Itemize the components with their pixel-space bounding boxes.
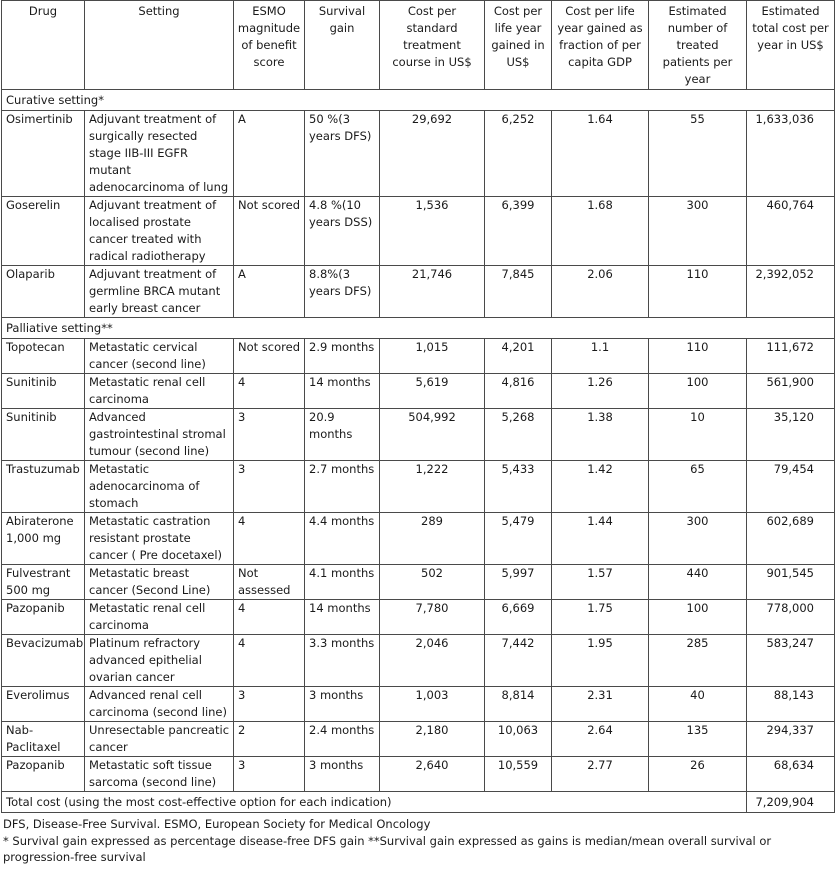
table-row (2, 339, 835, 374)
gdp-fraction-cell: 1.57 (552, 565, 649, 600)
table-row (2, 266, 835, 318)
total-cost-cell: 88,143 (747, 687, 835, 722)
patients-cell: 135 (649, 722, 747, 757)
survival-gain-cell: 50 %(3 years DFS) (305, 111, 380, 197)
esmo-score-cell: 3 (234, 409, 305, 461)
drug-cell: Bevacizumab (2, 635, 85, 687)
cost-per-lyg-cell: 5,997 (485, 565, 552, 600)
column-header: Cost per standard treatment course in US$ (380, 1, 485, 90)
table-row (2, 111, 835, 197)
setting-cell: Metastatic renal cell carcinoma (85, 374, 234, 409)
patients-cell: 65 (649, 461, 747, 513)
table-row (2, 409, 835, 461)
drug-cell: Fulvestrant 500 mg (2, 565, 85, 600)
gdp-fraction-cell: 1.44 (552, 513, 649, 565)
cost-per-lyg-cell: 5,268 (485, 409, 552, 461)
course-cost-cell: 21,746 (380, 266, 485, 318)
setting-cell: Metastatic soft tissue sarcoma (second line) (85, 757, 234, 792)
course-cost-cell: 1,536 (380, 197, 485, 266)
table-row (2, 374, 835, 409)
setting-cell: Advanced gastrointestinal stromal tumour (second line) (85, 409, 234, 461)
patients-cell: 300 (649, 513, 747, 565)
survival-gain-cell: 2.7 months (305, 461, 380, 513)
setting-cell: Metastatic renal cell carcinoma (85, 600, 234, 635)
table-row (2, 687, 835, 722)
setting-cell: Advanced renal cell carcinoma (second line) (85, 687, 234, 722)
survival-gain-cell: 20.9 months (305, 409, 380, 461)
course-cost-cell: 1,015 (380, 339, 485, 374)
table-row (2, 722, 835, 757)
table-body (2, 90, 835, 813)
total-cost-cell: 68,634 (747, 757, 835, 792)
drug-cell: Pazopanib (2, 757, 85, 792)
patients-cell: 110 (649, 266, 747, 318)
cost-per-lyg-cell: 6,252 (485, 111, 552, 197)
survival-gain-cell: 4.8 %(10 years DSS) (305, 197, 380, 266)
course-cost-cell: 502 (380, 565, 485, 600)
drug-cell: Everolimus (2, 687, 85, 722)
setting-cell: Adjuvant treatment of localised prostate cancer treated with radical radiotherapy (85, 197, 234, 266)
column-header: Estimated total cost per year in US$ (747, 1, 835, 90)
total-value: 7,209,904 (747, 792, 835, 813)
esmo-score-cell: 3 (234, 687, 305, 722)
course-cost-cell: 1,222 (380, 461, 485, 513)
drug-cell: Sunitinib (2, 374, 85, 409)
column-header: Estimated number of treated patients per year (649, 1, 747, 90)
cost-per-lyg-cell: 5,479 (485, 513, 552, 565)
footnotes (1, 813, 835, 866)
survival-gain-cell: 14 months (305, 374, 380, 409)
gdp-fraction-cell: 1.95 (552, 635, 649, 687)
total-cost-cell: 35,120 (747, 409, 835, 461)
total-cost-cell: 602,689 (747, 513, 835, 565)
gdp-fraction-cell: 2.31 (552, 687, 649, 722)
survival-gain-cell: 3.3 months (305, 635, 380, 687)
drug-cell: Topotecan (2, 339, 85, 374)
column-header: ESMO magnitude of benefit score (234, 1, 305, 90)
column-header: Survival gain (305, 1, 380, 90)
course-cost-cell: 5,619 (380, 374, 485, 409)
gdp-fraction-cell: 1.38 (552, 409, 649, 461)
footnote-survival-gain: * Survival gain expressed as percentage disease-free DFS gain **Survival gain expressed as gains is median/mean overall survival or progression-free survival (3, 833, 772, 864)
table-row (2, 600, 835, 635)
column-header: Drug (2, 1, 85, 90)
esmo-score-cell: 4 (234, 374, 305, 409)
patients-cell: 100 (649, 374, 747, 409)
table-row (2, 513, 835, 565)
total-cost-cell: 1,633,036 (747, 111, 835, 197)
total-cost-cell: 111,672 (747, 339, 835, 374)
section-row (2, 318, 835, 339)
patients-cell: 26 (649, 757, 747, 792)
drug-cell: Osimertinib (2, 111, 85, 197)
drug-cell: Trastuzumab (2, 461, 85, 513)
patients-cell: 440 (649, 565, 747, 600)
cost-table (1, 0, 835, 813)
setting-cell: Adjuvant treatment of germline BRCA mutant early breast cancer (85, 266, 234, 318)
total-cost-cell: 778,000 (747, 600, 835, 635)
table-row (2, 757, 835, 792)
cost-per-lyg-cell: 7,442 (485, 635, 552, 687)
setting-cell: Metastatic cervical cancer (second line) (85, 339, 234, 374)
table-row (2, 565, 835, 600)
esmo-score-cell: 4 (234, 600, 305, 635)
cost-per-lyg-cell: 6,669 (485, 600, 552, 635)
section-title: Palliative setting** (2, 318, 835, 339)
survival-gain-cell: 8.8%(3 years DFS) (305, 266, 380, 318)
total-cost-cell: 561,900 (747, 374, 835, 409)
course-cost-cell: 2,640 (380, 757, 485, 792)
drug-cell: Nab-Paclitaxel (2, 722, 85, 757)
course-cost-cell: 2,180 (380, 722, 485, 757)
cost-per-lyg-cell: 8,814 (485, 687, 552, 722)
course-cost-cell: 289 (380, 513, 485, 565)
column-header: Cost per life year gained as fraction of per capita GDP (552, 1, 649, 90)
course-cost-cell: 1,003 (380, 687, 485, 722)
esmo-score-cell: 3 (234, 461, 305, 513)
cost-per-lyg-cell: 5,433 (485, 461, 552, 513)
esmo-score-cell: A (234, 266, 305, 318)
gdp-fraction-cell: 1.68 (552, 197, 649, 266)
drug-cell: Pazopanib (2, 600, 85, 635)
gdp-fraction-cell: 1.64 (552, 111, 649, 197)
setting-cell: Metastatic breast cancer (Second Line) (85, 565, 234, 600)
total-cost-cell: 2,392,052 (747, 266, 835, 318)
esmo-score-cell: 2 (234, 722, 305, 757)
survival-gain-cell: 14 months (305, 600, 380, 635)
header-row (2, 1, 835, 90)
patients-cell: 110 (649, 339, 747, 374)
total-cost-cell: 901,545 (747, 565, 835, 600)
table-row (2, 197, 835, 266)
patients-cell: 100 (649, 600, 747, 635)
section-row (2, 90, 835, 111)
total-cost-cell: 583,247 (747, 635, 835, 687)
total-cost-cell: 79,454 (747, 461, 835, 513)
survival-gain-cell: 4.1 months (305, 565, 380, 600)
survival-gain-cell: 4.4 months (305, 513, 380, 565)
gdp-fraction-cell: 2.06 (552, 266, 649, 318)
total-cost-cell: 294,337 (747, 722, 835, 757)
drug-cell: Olaparib (2, 266, 85, 318)
drug-cell: Goserelin (2, 197, 85, 266)
cost-per-lyg-cell: 10,559 (485, 757, 552, 792)
patients-cell: 55 (649, 111, 747, 197)
cost-per-lyg-cell: 4,201 (485, 339, 552, 374)
gdp-fraction-cell: 2.64 (552, 722, 649, 757)
section-title: Curative setting* (2, 90, 835, 111)
esmo-score-cell: Not assessed (234, 565, 305, 600)
setting-cell: Metastatic adenocarcinoma of stomach (85, 461, 234, 513)
esmo-score-cell: 3 (234, 757, 305, 792)
esmo-score-cell: A (234, 111, 305, 197)
setting-cell: Unresectable pancreatic cancer (85, 722, 234, 757)
table-row (2, 635, 835, 687)
survival-gain-cell: 2.9 months (305, 339, 380, 374)
course-cost-cell: 7,780 (380, 600, 485, 635)
gdp-fraction-cell: 1.1 (552, 339, 649, 374)
column-header: Cost per life year gained in US$ (485, 1, 552, 90)
cost-per-lyg-cell: 10,063 (485, 722, 552, 757)
drug-cell: Sunitinib (2, 409, 85, 461)
footnote-abbreviations: DFS, Disease-Free Survival. ESMO, European Society for Medical Oncology (3, 817, 431, 831)
esmo-score-cell: Not scored (234, 339, 305, 374)
total-row (2, 792, 835, 813)
cost-per-lyg-cell: 6,399 (485, 197, 552, 266)
patients-cell: 285 (649, 635, 747, 687)
survival-gain-cell: 2.4 months (305, 722, 380, 757)
patients-cell: 10 (649, 409, 747, 461)
esmo-score-cell: 4 (234, 635, 305, 687)
setting-cell: Platinum refractory advanced epithelial ovarian cancer (85, 635, 234, 687)
patients-cell: 40 (649, 687, 747, 722)
survival-gain-cell: 3 months (305, 687, 380, 722)
course-cost-cell: 504,992 (380, 409, 485, 461)
setting-cell: Adjuvant treatment of surgically resected stage IIB-III EGFR mutant adenocarcinoma of lung (85, 111, 234, 197)
cost-per-lyg-cell: 4,816 (485, 374, 552, 409)
cost-per-lyg-cell: 7,845 (485, 266, 552, 318)
gdp-fraction-cell: 1.75 (552, 600, 649, 635)
esmo-score-cell: Not scored (234, 197, 305, 266)
gdp-fraction-cell: 2.77 (552, 757, 649, 792)
column-header: Setting (85, 1, 234, 90)
survival-gain-cell: 3 months (305, 757, 380, 792)
total-label: Total cost (using the most cost-effective option for each indication) (2, 792, 747, 813)
course-cost-cell: 2,046 (380, 635, 485, 687)
esmo-score-cell: 4 (234, 513, 305, 565)
table-row (2, 461, 835, 513)
setting-cell: Metastatic castration resistant prostate cancer ( Pre docetaxel) (85, 513, 234, 565)
gdp-fraction-cell: 1.42 (552, 461, 649, 513)
patients-cell: 300 (649, 197, 747, 266)
total-cost-cell: 460,764 (747, 197, 835, 266)
drug-cell: Abiraterone 1,000 mg (2, 513, 85, 565)
course-cost-cell: 29,692 (380, 111, 485, 197)
gdp-fraction-cell: 1.26 (552, 374, 649, 409)
